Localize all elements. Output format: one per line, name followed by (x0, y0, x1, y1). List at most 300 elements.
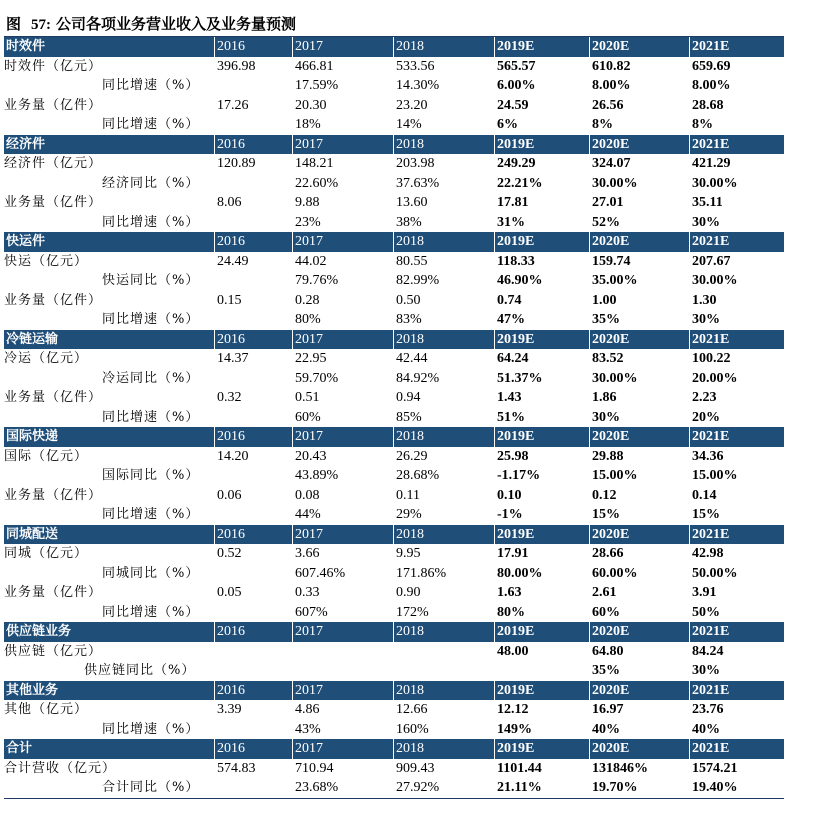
column-divider (589, 681, 590, 701)
table-row (4, 408, 784, 428)
table-row (4, 213, 784, 233)
column-divider (292, 427, 293, 447)
column-divider (494, 622, 495, 642)
column-divider (214, 739, 215, 759)
table-row (4, 505, 784, 525)
column-divider (214, 622, 215, 642)
forecast-cell: 30.00% (692, 175, 738, 191)
forecast-cell: 2.61 (592, 585, 617, 600)
value-cell: 607% (295, 604, 328, 620)
column-divider (292, 232, 293, 252)
column-divider (494, 37, 495, 57)
section-title: 时效件 (6, 39, 46, 54)
forecast-cell: 0.12 (592, 487, 617, 503)
value-cell: 533.56 (396, 58, 435, 74)
column-divider (214, 525, 215, 545)
value-cell: 0.08 (295, 487, 320, 503)
section-title: 合计 (6, 741, 33, 756)
forecast-cell: 17.81 (497, 195, 529, 210)
value-cell: 172% (396, 604, 429, 620)
forecast-cell: 46.90% (497, 273, 543, 288)
forecast-table (4, 36, 784, 799)
row-label: 供应链同比（%） (84, 663, 196, 678)
forecast-cell: 15% (592, 507, 620, 522)
forecast-cell: 50% (692, 604, 720, 620)
forecast-cell: 80.00% (497, 565, 543, 581)
forecast-cell: 118.33 (497, 253, 535, 269)
year-header: 2020E (592, 429, 630, 444)
column-divider (214, 232, 215, 252)
value-cell: 0.90 (396, 585, 421, 600)
value-cell: 44% (295, 507, 321, 522)
column-divider (393, 232, 394, 252)
forecast-cell: 1.43 (497, 390, 522, 405)
value-cell: 20.43 (295, 448, 327, 464)
figure-number: 57: (31, 17, 52, 33)
year-header: 2018 (396, 331, 424, 347)
value-cell: 23% (295, 214, 321, 230)
year-header: 2020E (592, 682, 630, 698)
column-divider (393, 622, 394, 642)
year-header: 2021E (692, 741, 730, 756)
forecast-cell: 35.00% (592, 273, 638, 288)
value-cell: 80.55 (396, 253, 428, 269)
row-label: 供应链（亿元） (4, 643, 103, 659)
year-header: 2021E (692, 331, 730, 347)
column-divider (393, 427, 394, 447)
column-divider (494, 525, 495, 545)
year-header: 2016 (217, 234, 245, 249)
value-cell: 22.60% (295, 175, 339, 191)
year-header: 2019E (497, 624, 535, 639)
row-label: 同比增速（%） (102, 604, 200, 620)
value-cell: 23.68% (295, 780, 339, 795)
forecast-cell: 1.30 (692, 292, 717, 308)
year-header: 2018 (396, 526, 424, 542)
table-row (4, 661, 784, 681)
column-divider (494, 681, 495, 701)
forecast-cell: 40% (592, 721, 620, 737)
value-cell: 27.92% (396, 780, 440, 795)
forecast-cell: 207.67 (692, 253, 731, 269)
value-cell: 203.98 (396, 156, 435, 171)
value-cell: 0.51 (295, 390, 320, 405)
row-label: 国际同比（%） (102, 468, 200, 483)
value-cell: 14% (396, 117, 422, 132)
column-divider (589, 37, 590, 57)
forecast-cell: 35% (592, 312, 620, 327)
column-divider (589, 427, 590, 447)
year-header: 2021E (692, 429, 730, 444)
year-header: 2019E (497, 234, 535, 249)
column-divider (589, 525, 590, 545)
row-label: 国际（亿元） (4, 448, 89, 464)
value-cell: 18% (295, 117, 321, 132)
table-row (4, 193, 784, 213)
column-divider (689, 525, 690, 545)
section-header (4, 525, 784, 545)
column-divider (292, 739, 293, 759)
forecast-cell: 2.23 (692, 390, 717, 405)
value-cell: 14.20 (217, 448, 249, 464)
forecast-cell: 26.56 (592, 97, 624, 113)
year-header: 2016 (217, 682, 245, 698)
year-header: 2019E (497, 682, 535, 698)
column-divider (589, 232, 590, 252)
column-divider (589, 330, 590, 350)
column-divider (214, 37, 215, 57)
forecast-cell: 42.98 (692, 546, 724, 561)
value-cell: 607.46% (295, 565, 346, 581)
table-row (4, 466, 784, 486)
forecast-cell: 48.00 (497, 643, 529, 659)
row-label: 同比增速（%） (102, 78, 200, 93)
value-cell: 0.50 (396, 292, 421, 308)
year-header: 2017 (295, 624, 323, 639)
forecast-cell: 565.57 (497, 58, 536, 74)
value-cell: 85% (396, 409, 422, 425)
forecast-cell: 30% (692, 214, 720, 230)
value-cell: 0.28 (295, 292, 320, 308)
value-cell: 171.86% (396, 565, 447, 581)
table-row (4, 583, 784, 603)
row-label: 冷运（亿元） (4, 351, 89, 366)
column-divider (689, 427, 690, 447)
value-cell: 13.60 (396, 195, 428, 210)
figure-title (6, 13, 296, 35)
section-title: 其他业务 (6, 682, 59, 698)
forecast-cell: 19.40% (692, 780, 738, 795)
row-label: 同比增速（%） (102, 507, 200, 522)
value-cell: 0.15 (217, 292, 242, 308)
section-title: 快运件 (6, 234, 46, 249)
row-label: 合计同比（%） (102, 780, 200, 795)
row-label: 同比增速（%） (102, 117, 200, 132)
forecast-cell: 35.11 (692, 195, 723, 210)
forecast-cell: 100.22 (692, 351, 731, 366)
value-cell: 43% (295, 721, 321, 737)
table-row (4, 96, 784, 116)
value-cell: 8.06 (217, 195, 242, 210)
year-header: 2017 (295, 234, 323, 249)
year-header: 2017 (295, 39, 323, 54)
section-header (4, 232, 784, 252)
table-row (4, 174, 784, 194)
forecast-cell: 64.80 (592, 643, 624, 659)
year-header: 2019E (497, 741, 535, 756)
year-header: 2021E (692, 136, 730, 152)
value-cell: 17.26 (217, 97, 249, 113)
value-cell: 42.44 (396, 351, 428, 366)
forecast-cell: 52% (592, 214, 620, 230)
column-divider (393, 330, 394, 350)
row-label: 同城（亿元） (4, 546, 89, 561)
column-divider (214, 330, 215, 350)
forecast-cell: 34.36 (692, 448, 724, 464)
column-divider (494, 739, 495, 759)
row-label: 同比增速（%） (102, 214, 200, 230)
value-cell: 9.88 (295, 195, 320, 210)
year-header: 2016 (217, 526, 245, 542)
section-title: 同城配送 (6, 526, 59, 542)
value-cell: 14.37 (217, 351, 249, 366)
value-cell: 24.49 (217, 253, 249, 269)
forecast-cell: 610.82 (592, 58, 631, 74)
row-label: 同比增速（%） (102, 312, 200, 327)
row-label: 快运（亿元） (4, 253, 89, 269)
forecast-cell: 28.68 (692, 97, 724, 113)
value-cell: 0.33 (295, 585, 320, 600)
year-header: 2016 (217, 39, 245, 54)
forecast-cell: 60.00% (592, 565, 638, 581)
forecast-cell: 0.14 (692, 487, 717, 503)
forecast-cell: 3.91 (692, 585, 717, 600)
table-row (4, 720, 784, 740)
year-header: 2016 (217, 331, 245, 347)
row-label: 快运同比（%） (102, 273, 200, 288)
column-divider (494, 232, 495, 252)
column-divider (214, 427, 215, 447)
forecast-cell: 20.00% (692, 370, 738, 386)
forecast-cell: 84.24 (692, 643, 724, 659)
value-cell: 23.20 (396, 97, 428, 113)
value-cell: 0.32 (217, 390, 242, 405)
forecast-cell: 80% (497, 604, 525, 620)
row-label: 业务量（亿件） (4, 292, 103, 308)
forecast-cell: 15.00% (592, 468, 638, 483)
forecast-cell: 249.29 (497, 156, 536, 171)
figure-caption: 公司各项业务营业收入及业务量预测 (56, 15, 297, 33)
forecast-cell: 50.00% (692, 565, 738, 581)
year-header: 2017 (295, 741, 323, 756)
value-cell: 0.05 (217, 585, 242, 600)
value-cell: 3.39 (217, 702, 242, 717)
year-header: 2018 (396, 429, 424, 444)
year-header: 2017 (295, 682, 323, 698)
forecast-cell: 30.00% (692, 273, 738, 288)
value-cell: 148.21 (295, 156, 334, 171)
table-row (4, 115, 784, 135)
column-divider (292, 681, 293, 701)
section-header (4, 681, 784, 701)
year-header: 2020E (592, 136, 630, 152)
year-header: 2020E (592, 624, 630, 639)
row-label: 业务量（亿件） (4, 195, 103, 210)
forecast-cell: 22.21% (497, 175, 543, 191)
column-divider (494, 135, 495, 155)
year-header: 2020E (592, 331, 630, 347)
section-header (4, 427, 784, 447)
value-cell: 37.63% (396, 175, 440, 191)
year-header: 2021E (692, 526, 730, 542)
year-header: 2018 (396, 136, 424, 152)
year-header: 2019E (497, 429, 535, 444)
value-cell: 80% (295, 312, 321, 327)
row-label: 同比增速（%） (102, 721, 200, 737)
year-header: 2018 (396, 234, 424, 249)
year-header: 2018 (396, 682, 424, 698)
value-cell: 14.30% (396, 78, 440, 93)
table-row (4, 642, 784, 662)
value-cell: 0.94 (396, 390, 421, 405)
value-cell: 28.68% (396, 468, 440, 483)
column-divider (589, 135, 590, 155)
column-divider (689, 135, 690, 155)
column-divider (292, 525, 293, 545)
row-label: 同城同比（%） (102, 565, 200, 581)
year-header: 2019E (497, 136, 535, 152)
forecast-cell: 149% (497, 721, 532, 737)
forecast-cell: 30% (692, 663, 720, 678)
row-label: 经济件（亿元） (4, 156, 103, 171)
year-header: 2020E (592, 39, 630, 54)
forecast-cell: 40% (692, 721, 720, 737)
forecast-cell: 17.91 (497, 546, 529, 561)
section-title: 冷链运输 (6, 331, 59, 347)
forecast-cell: 0.74 (497, 292, 522, 308)
forecast-cell: 25.98 (497, 448, 529, 464)
value-cell: 9.95 (396, 546, 421, 561)
row-label: 经济同比（%） (102, 175, 200, 191)
figure-label: 图 (6, 15, 22, 33)
year-header: 2021E (692, 624, 730, 639)
value-cell: 909.43 (396, 760, 435, 776)
column-divider (689, 330, 690, 350)
table-row (4, 76, 784, 96)
year-header: 2019E (497, 331, 535, 347)
value-cell: 22.95 (295, 351, 327, 366)
forecast-cell: 1101.44 (497, 760, 542, 776)
column-divider (292, 135, 293, 155)
year-header: 2020E (592, 741, 630, 756)
forecast-cell: 60% (592, 604, 620, 620)
forecast-cell: 1.86 (592, 390, 617, 405)
row-label: 业务量（亿件） (4, 97, 103, 113)
value-cell: 43.89% (295, 468, 339, 483)
forecast-cell: 159.74 (592, 253, 631, 269)
value-cell: 38% (396, 214, 422, 230)
value-cell: 59.70% (295, 370, 339, 386)
forecast-cell: 27.01 (592, 195, 624, 210)
year-header: 2021E (692, 234, 730, 249)
value-cell: 120.89 (217, 156, 256, 171)
column-divider (689, 681, 690, 701)
column-divider (214, 135, 215, 155)
forecast-cell: 30% (692, 312, 720, 327)
value-cell: 79.76% (295, 273, 339, 288)
value-cell: 29% (396, 507, 422, 522)
forecast-cell: 6.00% (497, 78, 536, 93)
year-header: 2017 (295, 331, 323, 347)
column-divider (689, 232, 690, 252)
row-label: 业务量（亿件） (4, 585, 103, 600)
year-header: 2018 (396, 624, 424, 639)
forecast-cell: 51.37% (497, 370, 543, 386)
forecast-cell: 64.24 (497, 351, 529, 366)
value-cell: 396.98 (217, 58, 256, 74)
forecast-cell: 8% (692, 117, 713, 132)
forecast-cell: 47% (497, 312, 525, 327)
value-cell: 12.66 (396, 702, 428, 717)
row-label: 冷运同比（%） (102, 370, 200, 386)
year-header: 2017 (295, 429, 323, 444)
table-row (4, 447, 784, 467)
forecast-cell: 23.76 (692, 702, 724, 717)
table-row (4, 271, 784, 291)
column-divider (589, 739, 590, 759)
value-cell: 0.06 (217, 487, 242, 503)
section-header (4, 135, 784, 155)
forecast-cell: 19.70% (592, 780, 638, 795)
forecast-cell: 30.00% (592, 370, 638, 386)
table-row (4, 369, 784, 389)
table-row (4, 778, 784, 799)
table-row (4, 154, 784, 174)
column-divider (589, 622, 590, 642)
forecast-cell: 8% (592, 117, 613, 132)
year-header: 2020E (592, 234, 630, 249)
column-divider (689, 37, 690, 57)
value-cell: 0.11 (396, 487, 420, 503)
forecast-cell: 30.00% (592, 175, 638, 191)
table-row (4, 700, 784, 720)
forecast-cell: 6% (497, 117, 518, 132)
forecast-cell: 51% (497, 409, 525, 425)
forecast-cell: 28.66 (592, 546, 624, 561)
section-title: 经济件 (6, 136, 46, 152)
year-header: 2019E (497, 39, 535, 54)
year-header: 2021E (692, 682, 730, 698)
value-cell: 574.83 (217, 760, 256, 776)
value-cell: 4.86 (295, 702, 320, 717)
year-header: 2016 (217, 429, 245, 444)
table-row (4, 759, 784, 779)
section-header (4, 739, 784, 759)
forecast-cell: 20% (692, 409, 720, 425)
table-row (4, 310, 784, 330)
row-label: 时效件（亿元） (4, 58, 103, 74)
row-label: 同比增速（%） (102, 409, 200, 425)
value-cell: 710.94 (295, 760, 334, 776)
column-divider (494, 427, 495, 447)
column-divider (393, 135, 394, 155)
column-divider (292, 622, 293, 642)
forecast-cell: 15.00% (692, 468, 738, 483)
row-label: 业务量（亿件） (4, 487, 103, 503)
value-cell: 44.02 (295, 253, 327, 269)
forecast-cell: 659.69 (692, 58, 731, 74)
section-header (4, 330, 784, 350)
forecast-cell: 1.00 (592, 292, 617, 308)
table-row (4, 544, 784, 564)
forecast-cell: 1.63 (497, 585, 522, 600)
column-divider (689, 622, 690, 642)
forecast-cell: 8.00% (592, 78, 631, 93)
value-cell: 20.30 (295, 97, 327, 113)
table-row (4, 564, 784, 584)
column-divider (393, 525, 394, 545)
forecast-cell: 131846% (592, 760, 648, 776)
table-row (4, 388, 784, 408)
forecast-cell: 16.97 (592, 702, 624, 717)
table-row (4, 603, 784, 623)
forecast-cell: 35% (592, 663, 620, 678)
year-header: 2018 (396, 39, 424, 54)
forecast-cell: 24.59 (497, 97, 529, 113)
column-divider (494, 330, 495, 350)
forecast-cell: 21.11% (497, 780, 542, 795)
year-header: 2020E (592, 526, 630, 542)
